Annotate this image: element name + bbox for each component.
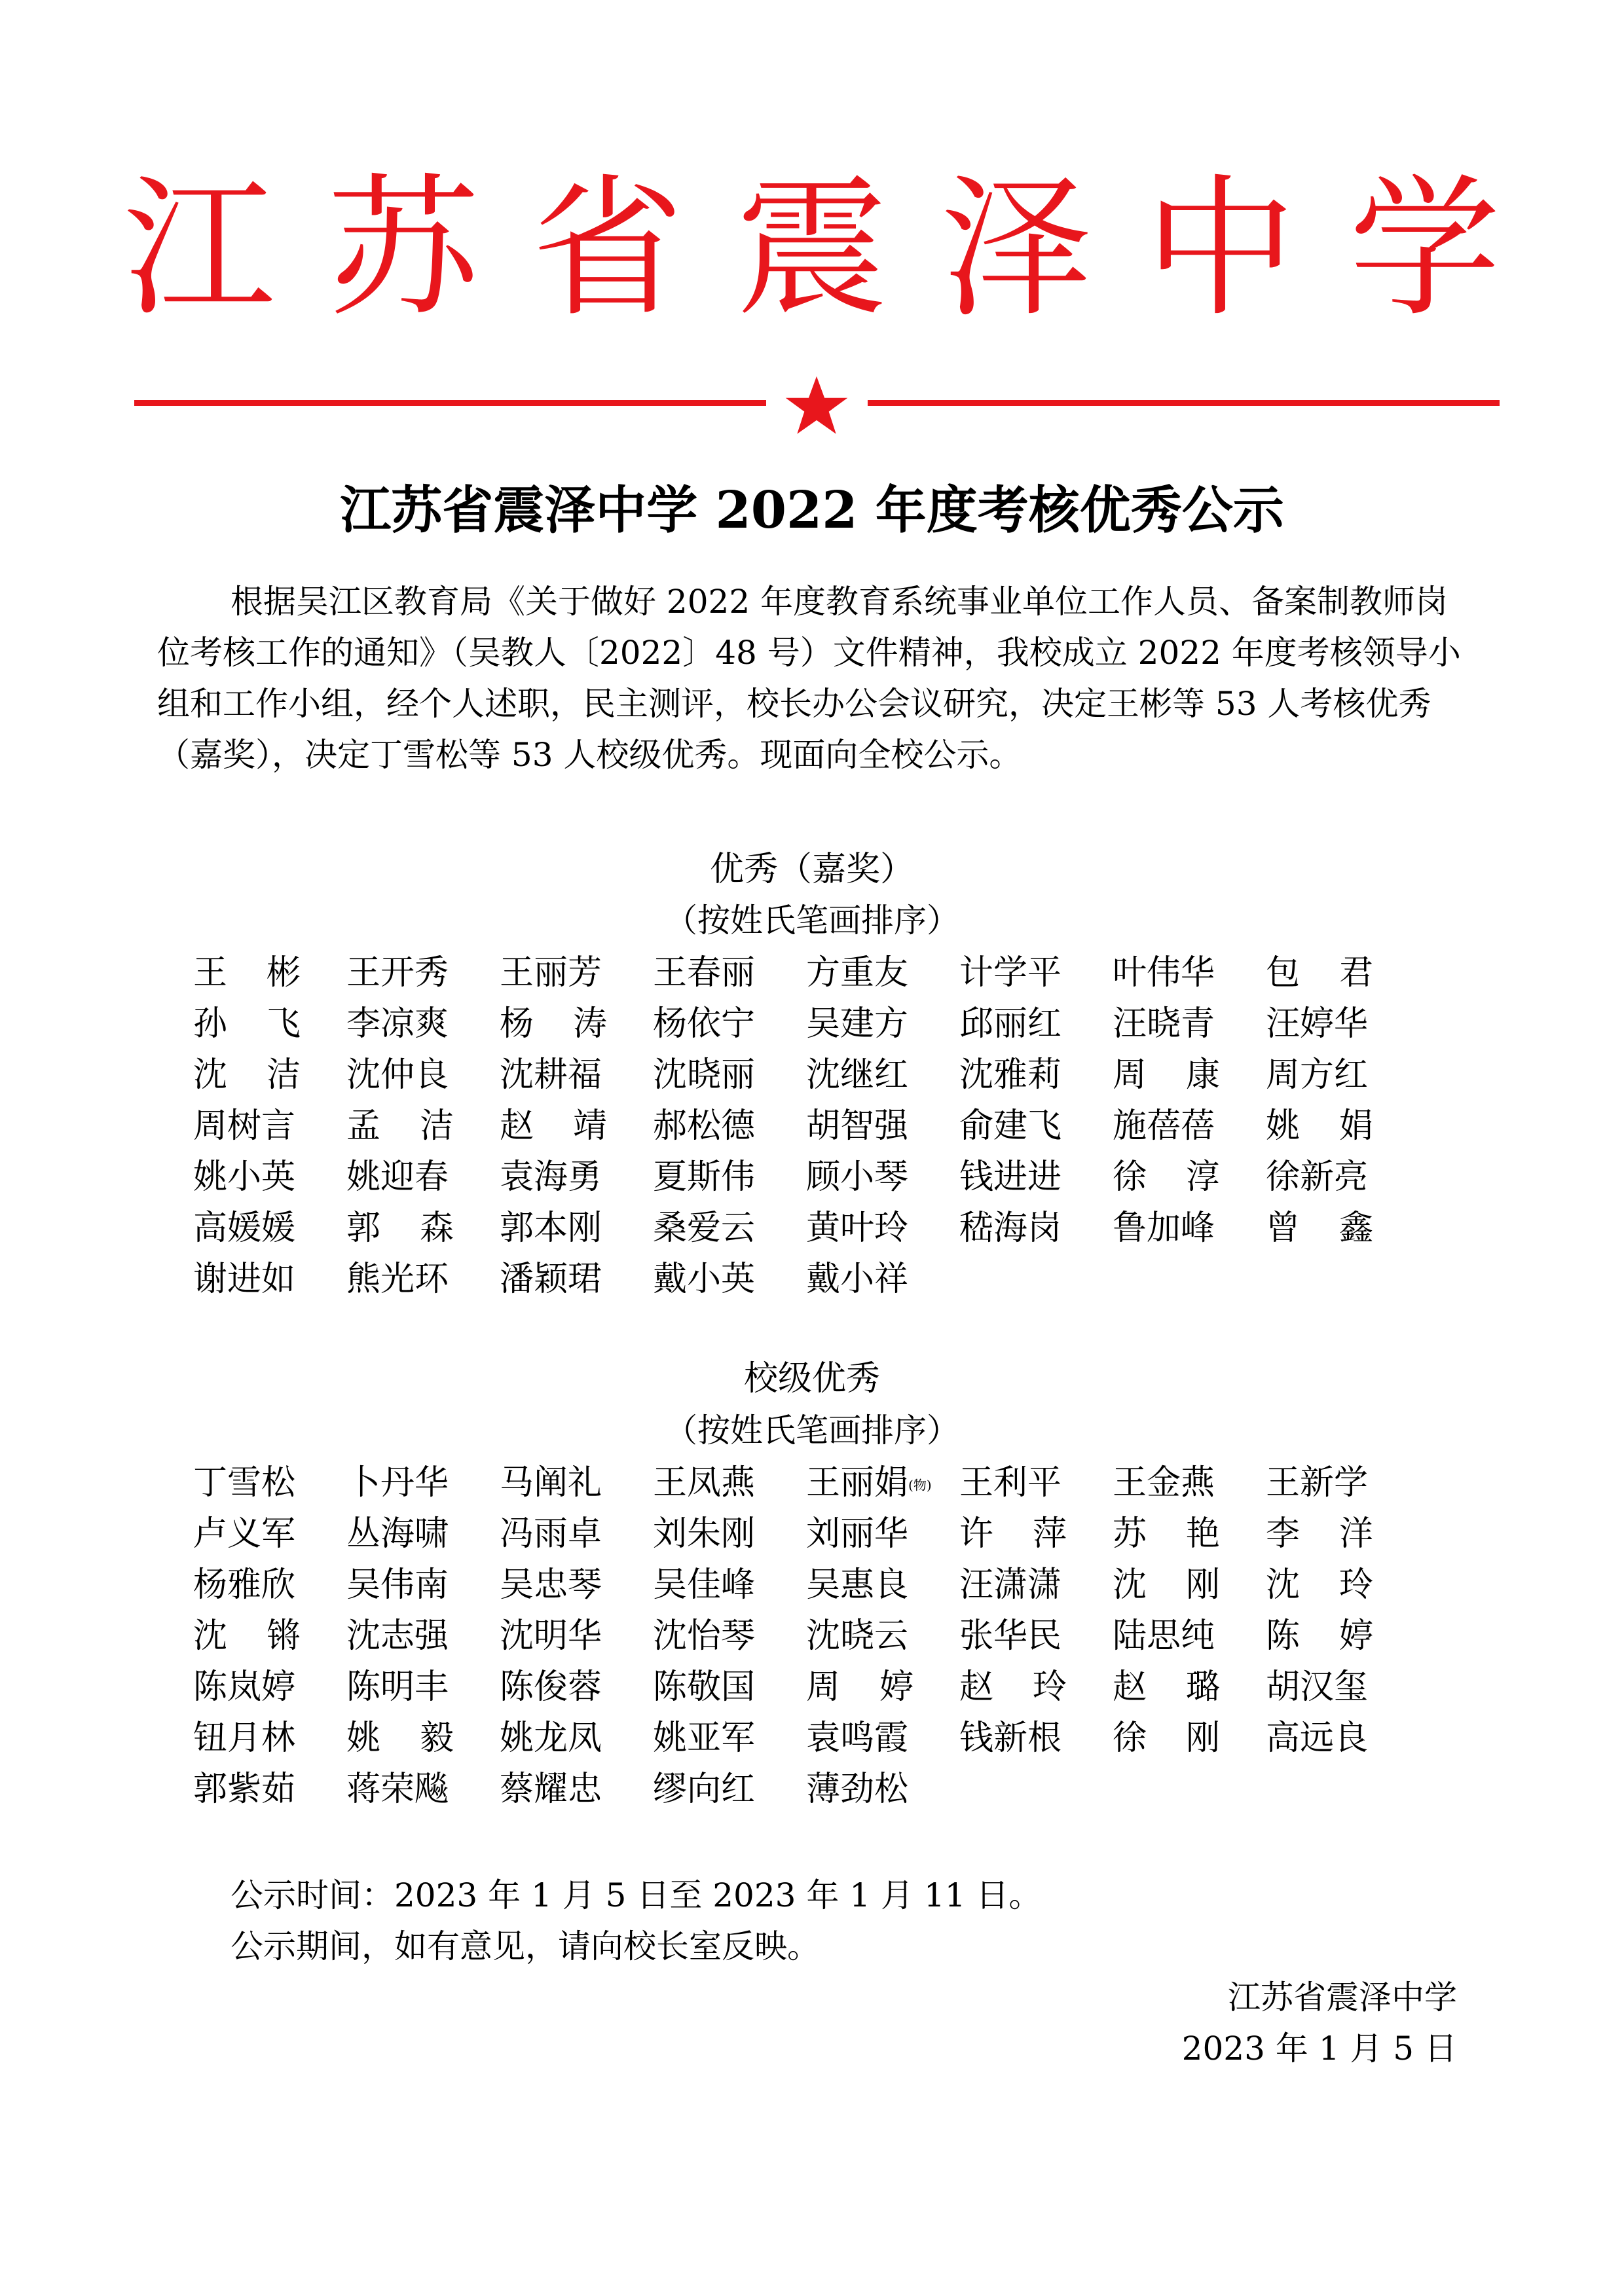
- feedback-note: 公示期间，如有意见，请向校长室反映。: [231, 1927, 820, 1965]
- name-text: 丛海啸: [346, 1514, 449, 1554]
- name-entry: [653, 1611, 806, 1662]
- name-text: 周方红: [1266, 1055, 1369, 1095]
- name-entry: [806, 1713, 959, 1764]
- name-text: 王丽娟: [806, 1463, 909, 1503]
- name-entry: [193, 1662, 346, 1713]
- name-entry: [346, 1559, 500, 1611]
- name-text: 胡汉玺: [1266, 1667, 1369, 1707]
- name-entry: [1266, 1152, 1419, 1203]
- name-entry: [1266, 1049, 1419, 1101]
- name-text: 邱丽红: [959, 1004, 1062, 1044]
- name-text: 汪婷华: [1266, 1004, 1369, 1044]
- name-note: (物): [908, 1477, 932, 1493]
- name-text: 汪潇潇: [959, 1565, 1062, 1605]
- name-entry: [1113, 1101, 1266, 1152]
- name-text: 沈晓丽: [653, 1055, 756, 1095]
- name-entry: [959, 1203, 1113, 1254]
- name-text: 叶伟华: [1113, 953, 1215, 993]
- name-entry: [1113, 1152, 1220, 1203]
- name-entry: [346, 1662, 500, 1713]
- name-text: 吴佳峰: [653, 1565, 756, 1605]
- name-text: 杨雅欣: [193, 1565, 296, 1605]
- name-given: 毅: [419, 1719, 454, 1758]
- name-entry: [806, 1049, 959, 1101]
- name-given: 洁: [419, 1106, 454, 1146]
- name-entry: [193, 1457, 346, 1508]
- name-entry: [500, 1508, 653, 1559]
- name-entry: [959, 1559, 1113, 1611]
- name-entry: [346, 947, 500, 998]
- name-entry: [500, 1559, 653, 1611]
- name-given: 玲: [1338, 1565, 1373, 1605]
- name-text: 吴忠琴: [500, 1565, 602, 1605]
- name-text: 戴小英: [653, 1260, 756, 1299]
- name-entry: [1266, 1508, 1373, 1559]
- name-text: 蔡耀忠: [500, 1770, 602, 1809]
- name-entry: [193, 1203, 346, 1254]
- name-entry: [193, 1508, 346, 1559]
- name-entry: [1266, 1713, 1419, 1764]
- name-entry: [806, 1559, 959, 1611]
- name-text: 薄劲松: [806, 1770, 909, 1809]
- name-entry: [1266, 1611, 1373, 1662]
- name-text: 姚龙凤: [500, 1719, 602, 1758]
- sort-note-excellent: （按姓氏笔画排序）: [665, 902, 959, 939]
- name-entry: [806, 1764, 959, 1815]
- name-entry: [1113, 1508, 1220, 1559]
- name-entry: [193, 1049, 301, 1101]
- name-text: 姚迎春: [346, 1157, 449, 1197]
- name-entry: [959, 1152, 1113, 1203]
- name-given: 洁: [266, 1055, 301, 1095]
- name-surname: 徐: [1113, 1719, 1147, 1758]
- name-entry: [193, 1713, 346, 1764]
- name-given: 洋: [1338, 1514, 1373, 1554]
- name-entry: [653, 1152, 806, 1203]
- name-text: 刘朱刚: [653, 1514, 756, 1554]
- star-icon: [781, 371, 853, 443]
- name-given: 森: [419, 1209, 454, 1248]
- name-text: 陈敬国: [653, 1667, 756, 1707]
- name-text: 沈晓云: [806, 1616, 909, 1656]
- name-text: 王开秀: [346, 953, 449, 993]
- name-text: 张华民: [959, 1616, 1062, 1656]
- name-entry: [1266, 1559, 1373, 1611]
- name-entry: [500, 998, 607, 1049]
- name-entry: [346, 1203, 454, 1254]
- name-entry: [500, 1713, 653, 1764]
- name-text: 吴伟南: [346, 1565, 449, 1605]
- name-text: 王丽芳: [500, 953, 602, 993]
- notice-title: 江苏省震泽中学 2022 年度考核优秀公示: [340, 481, 1284, 540]
- name-given: 飞: [266, 1004, 301, 1044]
- name-surname: 赵: [1113, 1667, 1147, 1707]
- name-entry: [806, 1508, 959, 1559]
- name-entry: [346, 1101, 454, 1152]
- name-text: 蒋荣飚: [346, 1770, 449, 1809]
- name-entry: [1266, 1101, 1373, 1152]
- name-entry: [959, 1713, 1113, 1764]
- name-text: 徐新亮: [1266, 1157, 1369, 1197]
- name-text: 袁海勇: [500, 1157, 602, 1197]
- name-given: 婷: [1338, 1616, 1373, 1656]
- name-entry: [193, 1764, 346, 1815]
- name-text: 陈明丰: [346, 1667, 449, 1707]
- name-entry: [500, 947, 653, 998]
- name-text: 桑爱云: [653, 1209, 756, 1248]
- letterhead-rule-left: [134, 400, 766, 406]
- name-entry: [1266, 998, 1419, 1049]
- publicity-period: 公示时间：2023 年 1 月 5 日至 2023 年 1 月 11 日。: [231, 1876, 1042, 1914]
- name-text: 夏斯伟: [653, 1157, 756, 1197]
- letterhead-school-name: 江苏省震泽中学: [122, 160, 1553, 337]
- name-entry: [346, 1713, 454, 1764]
- name-entry: [653, 1203, 806, 1254]
- name-text: 丁雪松: [193, 1463, 296, 1503]
- name-entry: [193, 998, 301, 1049]
- name-given: 萍: [1032, 1514, 1067, 1554]
- signature-org: 江苏省震泽中学: [1228, 1978, 1457, 2016]
- name-entry: [346, 1457, 500, 1508]
- name-entry: [193, 1611, 301, 1662]
- name-text: 陈俊蓉: [500, 1667, 602, 1707]
- name-surname: 沈: [193, 1616, 228, 1656]
- name-entry: [959, 947, 1113, 998]
- name-surname: 包: [1266, 953, 1301, 993]
- name-surname: 沈: [193, 1055, 228, 1095]
- name-text: 汪晓青: [1113, 1004, 1215, 1044]
- name-entry: [653, 1457, 806, 1508]
- name-entry: [806, 947, 959, 998]
- name-entry: [959, 1457, 1113, 1508]
- name-given: 涛: [572, 1004, 607, 1044]
- name-entry: [193, 1559, 346, 1611]
- name-text: 姚亚军: [653, 1719, 756, 1758]
- name-entry: [500, 1203, 653, 1254]
- name-surname: 孙: [193, 1004, 228, 1044]
- name-text: 郝松德: [653, 1106, 756, 1146]
- name-text: 沈怡琴: [653, 1616, 756, 1656]
- name-text: 谢进如: [193, 1260, 296, 1299]
- name-text: 王春丽: [653, 953, 756, 993]
- name-text: 卜丹华: [346, 1463, 449, 1503]
- name-entry: [1113, 1713, 1220, 1764]
- name-surname: 赵: [500, 1106, 534, 1146]
- name-entry: [500, 1662, 653, 1713]
- name-entry: [959, 1611, 1113, 1662]
- name-surname: 周: [806, 1667, 841, 1707]
- name-text: 施蓓蓓: [1113, 1106, 1215, 1146]
- name-entry: [653, 1254, 806, 1305]
- name-entry: [1266, 1203, 1373, 1254]
- name-surname: 沈: [1266, 1565, 1301, 1605]
- name-entry: [346, 1508, 500, 1559]
- name-surname: 王: [193, 953, 228, 993]
- name-surname: 杨: [500, 1004, 534, 1044]
- name-entry: [346, 1611, 500, 1662]
- name-text: 方重友: [806, 953, 909, 993]
- signature-date: 2023 年 1 月 5 日: [1181, 2030, 1457, 2068]
- name-entry: [653, 1713, 806, 1764]
- name-entry: [193, 947, 301, 998]
- name-text: 顾小琴: [806, 1157, 909, 1197]
- name-text: 沈雅莉: [959, 1055, 1062, 1095]
- name-text: 吴建方: [806, 1004, 909, 1044]
- name-entry: [500, 1764, 653, 1815]
- name-surname: 郭: [346, 1209, 381, 1248]
- name-entry: [500, 1101, 607, 1152]
- name-text: 沈明华: [500, 1616, 602, 1656]
- name-entry: [1113, 1662, 1220, 1713]
- name-entry: [193, 1101, 346, 1152]
- name-text: 高远良: [1266, 1719, 1369, 1758]
- name-given: 锵: [266, 1616, 301, 1656]
- name-entry: [1113, 947, 1266, 998]
- name-text: 胡智强: [806, 1106, 909, 1146]
- name-entry: [500, 1611, 653, 1662]
- name-entry: [653, 1764, 806, 1815]
- name-text: 杨依宁: [653, 1004, 756, 1044]
- name-surname: 姚: [346, 1719, 381, 1758]
- name-text: 沈仲良: [346, 1055, 449, 1095]
- name-text: 鲁加峰: [1113, 1209, 1215, 1248]
- excellent-name-list: [193, 947, 1437, 1305]
- name-entry: [1113, 1559, 1220, 1611]
- name-surname: 李: [1266, 1514, 1301, 1554]
- sort-note-school: （按姓氏笔画排序）: [665, 1412, 959, 1449]
- name-entry: [653, 947, 806, 998]
- name-entry: [193, 1254, 346, 1305]
- name-text: 沈耕福: [500, 1055, 602, 1095]
- name-text: 俞建飞: [959, 1106, 1062, 1146]
- name-text: 黄叶玲: [806, 1209, 909, 1248]
- name-given: 刚: [1185, 1565, 1220, 1605]
- name-entry: [1266, 1662, 1419, 1713]
- name-entry: [346, 998, 500, 1049]
- notice-body: [157, 576, 1467, 780]
- name-entry: [653, 1049, 806, 1101]
- name-text: 李凉爽: [346, 1004, 449, 1044]
- name-entry: [959, 1508, 1067, 1559]
- name-text: 王利平: [959, 1463, 1062, 1503]
- name-text: 高媛媛: [193, 1209, 296, 1248]
- name-entry: [959, 1049, 1113, 1101]
- name-text: 戴小祥: [806, 1260, 909, 1299]
- name-text: 吴惠良: [806, 1565, 909, 1605]
- name-entry: [653, 1662, 806, 1713]
- name-entry: [500, 1049, 653, 1101]
- name-entry: [653, 1101, 806, 1152]
- name-surname: 赵: [959, 1667, 994, 1707]
- name-surname: 曾: [1266, 1209, 1301, 1248]
- name-text: 王金燕: [1113, 1463, 1215, 1503]
- name-text: 钱新根: [959, 1719, 1062, 1758]
- name-entry: [806, 1152, 959, 1203]
- name-entry: [806, 998, 959, 1049]
- name-text: 熊光环: [346, 1260, 449, 1299]
- name-text: 马阐礼: [500, 1463, 602, 1503]
- name-entry: [1266, 947, 1373, 998]
- name-entry: [193, 1152, 346, 1203]
- name-entry: [500, 1254, 653, 1305]
- name-text: 郭本刚: [500, 1209, 602, 1248]
- name-given: 璐: [1185, 1667, 1220, 1707]
- name-entry: [346, 1254, 500, 1305]
- name-entry: [806, 1611, 959, 1662]
- name-entry: [346, 1152, 500, 1203]
- name-text: 郭紫茹: [193, 1770, 296, 1809]
- name-text: 卢义军: [193, 1514, 296, 1554]
- name-text: 陈岚婷: [193, 1667, 296, 1707]
- name-entry: [959, 1662, 1067, 1713]
- name-entry: [653, 998, 806, 1049]
- name-given: 玲: [1032, 1667, 1067, 1707]
- name-given: 刚: [1185, 1719, 1220, 1758]
- name-entry: [806, 1254, 959, 1305]
- name-surname: 姚: [1266, 1106, 1301, 1146]
- name-given: 靖: [572, 1106, 607, 1146]
- name-given: 鑫: [1338, 1209, 1373, 1248]
- name-entry: [806, 1101, 959, 1152]
- name-surname: 沈: [1113, 1565, 1147, 1605]
- name-text: 嵇海岗: [959, 1209, 1062, 1248]
- name-entry: [346, 1049, 500, 1101]
- name-text: 钱进进: [959, 1157, 1062, 1197]
- name-surname: 苏: [1113, 1514, 1147, 1554]
- name-entry: [1113, 1049, 1220, 1101]
- name-text: 计学平: [959, 953, 1062, 993]
- name-entry: [1113, 998, 1266, 1049]
- name-given: 彬: [266, 953, 301, 993]
- name-entry: [806, 1662, 913, 1713]
- name-text: 沈志强: [346, 1616, 449, 1656]
- name-entry: [1113, 1611, 1266, 1662]
- name-given: 淳: [1185, 1157, 1220, 1197]
- name-text: 王新学: [1266, 1463, 1369, 1503]
- name-text: 姚小英: [193, 1157, 296, 1197]
- name-text: 陆思纯: [1113, 1616, 1215, 1656]
- name-entry: [959, 1101, 1113, 1152]
- name-text: 周树言: [193, 1106, 296, 1146]
- letterhead-rule-right: [868, 400, 1500, 406]
- name-surname: 徐: [1113, 1157, 1147, 1197]
- name-entry: [1266, 1457, 1419, 1508]
- section-heading-excellent: 优秀（嘉奖）: [709, 850, 914, 889]
- name-entry: [1113, 1203, 1266, 1254]
- name-text: 袁鸣霞: [806, 1719, 909, 1758]
- name-given: 康: [1185, 1055, 1220, 1095]
- name-surname: 许: [959, 1514, 994, 1554]
- name-entry: [653, 1559, 806, 1611]
- name-given: 婷: [879, 1667, 913, 1707]
- name-entry: [806, 1203, 959, 1254]
- name-text: 冯雨卓: [500, 1514, 602, 1554]
- name-entry: [500, 1152, 653, 1203]
- name-given: 艳: [1185, 1514, 1220, 1554]
- name-surname: 孟: [346, 1106, 381, 1146]
- notice-body-text: 根据吴江区教育局《关于做好 2022 年度教育系统事业单位工作人员、备案制教师岗位考核工作的通知》（吴教人〔2022〕48 号）文件精神，我校成立 2022 年度考核领导小组和工作小组，经个人述职，民主测评，校长办公会议研究，决定王彬等 53 人考核优秀（嘉奖），决定丁雪松等 53 人校级优秀。现面向全校公示。: [157, 583, 1461, 774]
- name-text: 沈继红: [806, 1055, 909, 1095]
- name-text: 钮月林: [193, 1719, 296, 1758]
- name-surname: 陈: [1266, 1616, 1301, 1656]
- name-surname: 周: [1113, 1055, 1147, 1095]
- name-text: 缪向红: [653, 1770, 756, 1809]
- name-text: 潘颖珺: [500, 1260, 602, 1299]
- school-name-list: [193, 1457, 1437, 1815]
- section-heading-school: 校级优秀: [743, 1359, 880, 1398]
- name-given: 娟: [1338, 1106, 1373, 1146]
- name-entry: [959, 998, 1113, 1049]
- name-entry: [653, 1508, 806, 1559]
- name-given: 君: [1338, 953, 1373, 993]
- name-entry: [500, 1457, 653, 1508]
- name-entry: [346, 1764, 500, 1815]
- name-text: 刘丽华: [806, 1514, 909, 1554]
- name-entry: [1113, 1457, 1266, 1508]
- name-text: 王凤燕: [653, 1463, 756, 1503]
- name-entry: [806, 1457, 959, 1508]
